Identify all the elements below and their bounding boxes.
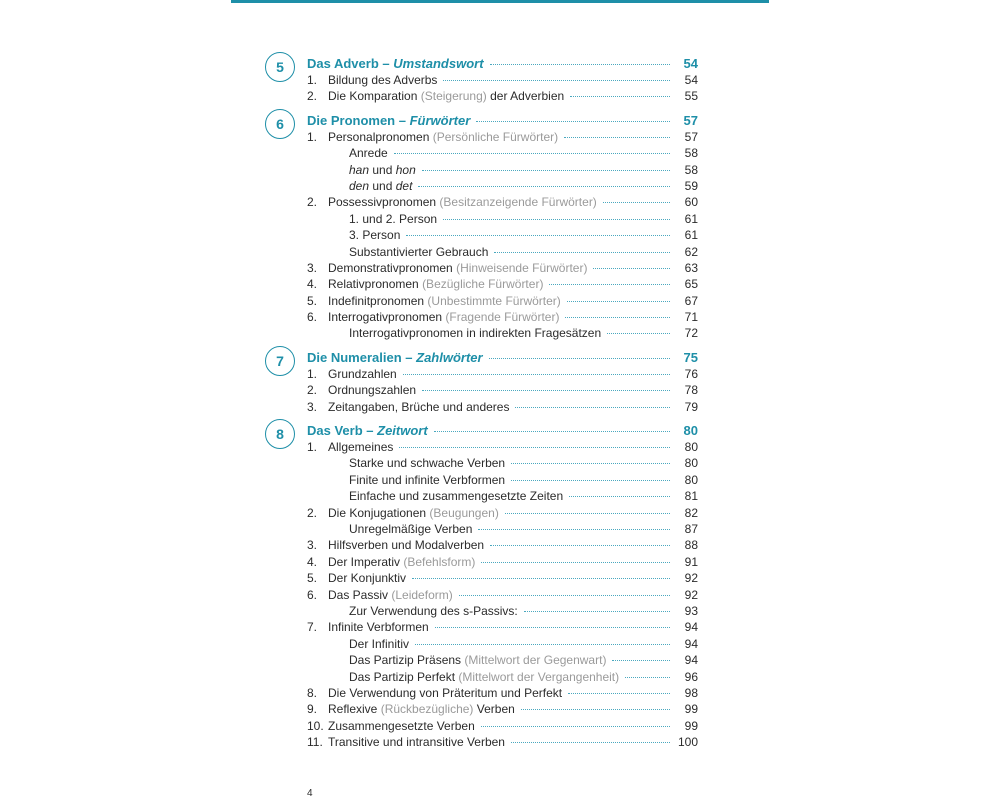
page-number: 4 bbox=[307, 788, 313, 799]
entry-text: Ordnungszahlen bbox=[328, 383, 417, 398]
chapter-page: 80 bbox=[683, 423, 698, 439]
toc-entry[interactable] bbox=[307, 276, 698, 292]
entry-label bbox=[328, 537, 484, 553]
entry-italic-term: den bbox=[349, 178, 370, 193]
dot-leader bbox=[489, 358, 670, 359]
toc-entry[interactable] bbox=[307, 227, 698, 243]
dot-leader bbox=[412, 578, 670, 579]
entry-number: 3. bbox=[307, 260, 318, 275]
toc-entry[interactable] bbox=[307, 718, 698, 734]
chapter-subtitle: Umstandswort bbox=[393, 56, 484, 71]
chapter-title: Die Pronomen bbox=[307, 112, 396, 128]
entry-page: 98 bbox=[684, 685, 698, 700]
toc-entry[interactable] bbox=[307, 178, 698, 194]
toc-entry[interactable] bbox=[307, 211, 698, 227]
entry-label bbox=[349, 227, 400, 243]
entry-page: 93 bbox=[684, 603, 698, 618]
dot-leader bbox=[505, 513, 670, 514]
top-rule bbox=[231, 0, 769, 3]
entry-label bbox=[349, 455, 505, 471]
entry-label bbox=[328, 293, 561, 309]
entry-page: 87 bbox=[684, 521, 698, 536]
entry-page: 94 bbox=[684, 636, 698, 651]
toc-entry[interactable] bbox=[307, 587, 698, 603]
entry-german-gloss: (Beugungen) bbox=[429, 505, 499, 520]
dot-leader bbox=[434, 431, 670, 432]
entry-label bbox=[349, 652, 606, 668]
entry-page: 94 bbox=[684, 620, 698, 635]
toc-entry[interactable] bbox=[307, 488, 698, 504]
toc-entry[interactable] bbox=[307, 439, 698, 455]
dot-leader bbox=[612, 660, 670, 661]
entry-label bbox=[328, 88, 564, 104]
dot-leader bbox=[603, 202, 670, 203]
entry-number: 3. bbox=[307, 538, 318, 553]
table-of-contents bbox=[262, 55, 698, 757]
entry-text: Substantivierter Gebrauch bbox=[349, 244, 489, 259]
entry-italic-term: det bbox=[395, 178, 413, 193]
toc-entry[interactable] bbox=[307, 325, 698, 341]
toc-entry[interactable] bbox=[307, 521, 698, 537]
toc-entry[interactable] bbox=[307, 554, 698, 570]
entry-page: 99 bbox=[684, 718, 698, 733]
toc-entry[interactable] bbox=[307, 382, 698, 398]
entry-german-gloss: (Rückbezügliche) bbox=[380, 702, 474, 717]
toc-entry[interactable] bbox=[307, 260, 698, 276]
entry-label bbox=[349, 636, 409, 652]
entry-text: Einfache und zusammengesetzte Zeiten bbox=[349, 489, 564, 504]
entry-page: 94 bbox=[684, 653, 698, 668]
dot-leader bbox=[568, 693, 670, 694]
entry-label bbox=[328, 399, 509, 415]
entry-number: 11. bbox=[307, 735, 323, 750]
chapter-page: 75 bbox=[683, 349, 698, 365]
entry-text: Possessivpronomen bbox=[328, 195, 437, 210]
entry-page: 96 bbox=[684, 669, 698, 684]
dot-leader bbox=[564, 137, 670, 138]
entry-label bbox=[349, 669, 619, 685]
toc-entry[interactable] bbox=[307, 636, 698, 652]
entry-text: 3. Person bbox=[349, 228, 401, 243]
dot-leader bbox=[418, 186, 670, 187]
entry-page: 55 bbox=[684, 89, 698, 104]
entry-page: 61 bbox=[684, 211, 698, 226]
entry-label bbox=[328, 439, 393, 455]
entry-german-gloss: (Hinweisende Fürwörter) bbox=[456, 260, 588, 275]
chapter-title-group: Die Numeralien – Zahlwörter bbox=[307, 349, 483, 365]
dot-leader bbox=[607, 333, 670, 334]
entry-label bbox=[349, 472, 505, 488]
dot-leader bbox=[406, 235, 670, 236]
entry-text: Reflexive bbox=[328, 702, 378, 717]
toc-entry[interactable] bbox=[307, 88, 698, 104]
dot-leader bbox=[443, 219, 670, 220]
entry-label bbox=[328, 260, 587, 276]
toc-entry[interactable] bbox=[307, 309, 698, 325]
entry-number: 3. bbox=[307, 399, 318, 414]
entry-number: 4. bbox=[307, 277, 318, 292]
chapter-title: Das Adverb bbox=[307, 56, 379, 71]
entry-text: und bbox=[372, 178, 393, 193]
dot-leader bbox=[422, 390, 670, 391]
entry-label bbox=[328, 382, 416, 398]
entry-number: 8. bbox=[307, 685, 318, 700]
dot-leader bbox=[625, 677, 670, 678]
entry-text: Personalpronomen bbox=[328, 129, 430, 144]
entry-text: Zusammengesetzte Verben bbox=[328, 718, 475, 733]
entry-number: 2. bbox=[307, 89, 318, 104]
chapter-subtitle: Fürwörter bbox=[409, 112, 471, 128]
toc-entry[interactable] bbox=[307, 145, 698, 161]
entry-label bbox=[328, 734, 505, 750]
entry-text: Anrede bbox=[349, 146, 388, 161]
toc-entry[interactable] bbox=[307, 244, 698, 260]
entry-text: Unregelmäßige Verben bbox=[349, 521, 473, 536]
entry-label bbox=[328, 72, 437, 88]
entry-text-suffix: Verben bbox=[476, 702, 515, 717]
chapter-number-badge: 8 bbox=[265, 419, 295, 449]
chapter-number-badge: 6 bbox=[265, 109, 295, 139]
entry-page: 79 bbox=[684, 399, 698, 414]
entry-german-gloss: (Befehlsform) bbox=[403, 554, 476, 569]
entry-text: Starke und schwache Verben bbox=[349, 456, 506, 471]
dot-leader bbox=[565, 317, 670, 318]
entry-page: 76 bbox=[684, 366, 698, 381]
entry-label bbox=[328, 570, 406, 586]
dot-leader bbox=[593, 268, 670, 269]
entry-page: 80 bbox=[684, 456, 698, 471]
entry-label bbox=[349, 603, 518, 619]
dot-leader bbox=[403, 374, 670, 375]
entry-number: 9. bbox=[307, 702, 318, 717]
toc-entry[interactable] bbox=[307, 669, 698, 685]
dot-leader bbox=[459, 595, 670, 596]
entry-italic-term: han bbox=[349, 162, 370, 177]
dot-leader bbox=[422, 170, 670, 171]
entry-page: 67 bbox=[684, 293, 698, 308]
entry-german-gloss: (Persönliche Fürwörter) bbox=[432, 129, 559, 144]
entry-page: 88 bbox=[684, 538, 698, 553]
entry-label bbox=[328, 554, 475, 570]
entry-page: 61 bbox=[684, 228, 698, 243]
chapter-section bbox=[262, 55, 698, 105]
toc-entry[interactable] bbox=[307, 505, 698, 521]
chapter-title: Die Numeralien bbox=[307, 349, 402, 365]
dot-leader bbox=[511, 480, 670, 481]
entry-german-gloss: (Besitzanzeigende Fürwörter) bbox=[439, 195, 597, 210]
chapter-section bbox=[262, 422, 698, 750]
entry-text: Das Passiv bbox=[328, 587, 389, 602]
entry-number: 2. bbox=[307, 383, 318, 398]
chapter-number-badge: 7 bbox=[265, 346, 295, 376]
entry-text: Relativpronomen bbox=[328, 277, 419, 292]
entry-label bbox=[349, 488, 563, 504]
entry-label bbox=[328, 194, 597, 210]
dot-leader bbox=[524, 611, 670, 612]
entry-number: 1. bbox=[307, 440, 318, 455]
chapter-title-group: Das Adverb – Umstandswort bbox=[307, 56, 484, 71]
entry-text: Finite und infinite Verbformen bbox=[349, 472, 506, 487]
toc-entry[interactable] bbox=[307, 652, 698, 668]
toc-entry[interactable] bbox=[307, 129, 698, 145]
entry-text-suffix: der Adverbien bbox=[490, 89, 565, 104]
dot-leader bbox=[443, 80, 670, 81]
entry-label bbox=[328, 619, 429, 635]
toc-entry[interactable] bbox=[307, 603, 698, 619]
entry-text: Das Partizip Perfekt bbox=[349, 669, 456, 684]
entry-text: Demonstrativpronomen bbox=[328, 260, 453, 275]
entry-page: 58 bbox=[684, 146, 698, 161]
dot-leader bbox=[394, 153, 670, 154]
entry-german-gloss: (Mittelwort der Vergangenheit) bbox=[458, 669, 620, 684]
entry-page: 80 bbox=[684, 440, 698, 455]
entry-page: 92 bbox=[684, 587, 698, 602]
dot-leader bbox=[476, 121, 670, 122]
dot-leader bbox=[511, 463, 670, 464]
dot-leader bbox=[435, 627, 670, 628]
entry-page: 63 bbox=[684, 260, 698, 275]
toc-entry[interactable] bbox=[307, 734, 698, 750]
dot-leader bbox=[481, 726, 670, 727]
entry-text: 1. und 2. Person bbox=[349, 211, 438, 226]
entry-text: Hilfsverben und Modalverben bbox=[328, 538, 485, 553]
entry-page: 80 bbox=[684, 472, 698, 487]
entry-label bbox=[349, 521, 472, 537]
toc-entry[interactable] bbox=[307, 537, 698, 553]
entry-label bbox=[328, 718, 475, 734]
entry-label bbox=[349, 211, 437, 227]
entry-label bbox=[328, 701, 515, 717]
entry-label bbox=[328, 129, 558, 145]
entry-text: Allgemeines bbox=[328, 440, 394, 455]
toc-entry[interactable] bbox=[307, 570, 698, 586]
chapter-number-badge: 5 bbox=[265, 52, 295, 82]
chapter-page: 57 bbox=[683, 112, 698, 128]
entry-page: 57 bbox=[684, 129, 698, 144]
entry-text: Transitive und intransitive Verben bbox=[328, 735, 505, 750]
chapter-subtitle: Zahlwörter bbox=[416, 349, 483, 365]
entry-text: Bildung des Adverbs bbox=[328, 73, 438, 87]
chapter-title: Das Verb bbox=[307, 423, 363, 439]
entry-text: Der Konjunktiv bbox=[328, 571, 407, 586]
entry-page: 54 bbox=[684, 73, 698, 87]
entry-german-gloss: (Fragende Fürwörter) bbox=[445, 310, 560, 325]
toc-entry[interactable] bbox=[307, 701, 698, 717]
toc-entry[interactable] bbox=[307, 162, 698, 178]
entry-label bbox=[328, 276, 543, 292]
entry-text: Grundzahlen bbox=[328, 366, 397, 381]
entry-label bbox=[349, 162, 416, 178]
entry-german-gloss: (Mittelwort der Gegenwart) bbox=[464, 653, 607, 668]
entry-text: Der Infinitiv bbox=[349, 636, 410, 651]
chapter-section bbox=[262, 349, 698, 415]
chapter-heading[interactable] bbox=[307, 55, 698, 72]
chapter-subtitle: Zeitwort bbox=[377, 423, 428, 439]
dot-leader bbox=[490, 545, 670, 546]
entry-number: 7. bbox=[307, 620, 318, 635]
entry-german-gloss: (Bezügliche Fürwörter) bbox=[422, 277, 544, 292]
entry-page: 100 bbox=[677, 735, 698, 750]
entry-label bbox=[349, 178, 412, 194]
entry-number: 6. bbox=[307, 587, 318, 602]
chapter-heading[interactable] bbox=[307, 112, 698, 129]
entry-text: Das Partizip Präsens bbox=[349, 653, 462, 668]
entry-number: 6. bbox=[307, 310, 318, 325]
entry-text: Die Konjugationen bbox=[328, 505, 427, 520]
toc-entry[interactable] bbox=[307, 399, 698, 415]
dot-leader bbox=[567, 301, 670, 302]
entry-page: 91 bbox=[684, 554, 698, 569]
entry-number: 1. bbox=[307, 366, 318, 381]
entry-page: 78 bbox=[684, 383, 698, 398]
dot-leader bbox=[494, 252, 670, 253]
entry-page: 58 bbox=[684, 162, 698, 177]
chapter-title-group: Das Verb – Zeitwort bbox=[307, 423, 428, 439]
entry-page: 92 bbox=[684, 571, 698, 586]
entry-italic-term: hon bbox=[395, 162, 416, 177]
entry-number: 5. bbox=[307, 293, 318, 308]
entry-label bbox=[328, 587, 453, 603]
toc-entry[interactable] bbox=[307, 194, 698, 210]
dot-leader bbox=[481, 562, 670, 563]
dot-leader bbox=[415, 644, 670, 645]
dot-leader bbox=[521, 709, 670, 710]
entry-page: 99 bbox=[684, 702, 698, 717]
entry-text: Zeitangaben, Brüche und anderes bbox=[328, 399, 510, 414]
entry-text: Interrogativpronomen bbox=[328, 310, 443, 325]
entry-text: Die Verwendung von Präteritum und Perfekt bbox=[328, 685, 563, 700]
toc-entry[interactable] bbox=[307, 619, 698, 635]
entry-german-gloss: (Unbestimmte Fürwörter) bbox=[427, 293, 561, 308]
dot-leader bbox=[490, 64, 670, 65]
entry-german-gloss: (Steigerung) bbox=[420, 89, 487, 104]
entry-german-gloss: (Leideform) bbox=[391, 587, 453, 602]
entry-number: 1. bbox=[307, 129, 318, 144]
entry-number: 5. bbox=[307, 571, 318, 586]
toc-entry[interactable] bbox=[307, 293, 698, 309]
entry-label bbox=[328, 505, 499, 521]
dot-leader bbox=[515, 407, 670, 408]
entry-page: 71 bbox=[684, 310, 698, 325]
entry-text: Der Imperativ bbox=[328, 554, 401, 569]
entry-page: 62 bbox=[684, 244, 698, 259]
entry-label bbox=[328, 366, 397, 382]
entry-label bbox=[349, 325, 601, 341]
dot-leader bbox=[511, 742, 670, 743]
entry-label bbox=[328, 309, 559, 325]
entry-number: 10. bbox=[307, 718, 324, 733]
entry-text: Interrogativpronomen in indirekten Fragesätzen bbox=[349, 326, 602, 341]
entry-number: 2. bbox=[307, 505, 318, 520]
chapter-title-group: Die Pronomen – Fürwörter bbox=[307, 112, 471, 128]
entry-label bbox=[349, 145, 388, 161]
toc-entry[interactable] bbox=[307, 685, 698, 701]
dot-leader bbox=[478, 529, 670, 530]
entry-label bbox=[328, 685, 562, 701]
toc-entry[interactable] bbox=[307, 72, 698, 88]
entry-text: und bbox=[372, 162, 393, 177]
entry-number: 1. bbox=[307, 73, 318, 87]
chapter-heading[interactable] bbox=[307, 422, 698, 439]
entry-number: 2. bbox=[307, 195, 318, 210]
entry-page: 81 bbox=[684, 489, 698, 504]
toc-entry[interactable] bbox=[307, 366, 698, 382]
entry-text: Die Komparation bbox=[328, 89, 418, 104]
entry-number: 4. bbox=[307, 554, 318, 569]
dot-leader bbox=[570, 96, 670, 97]
entry-text: Zur Verwendung des s-Passivs: bbox=[349, 603, 518, 618]
chapter-heading[interactable] bbox=[307, 349, 698, 366]
toc-entry[interactable] bbox=[307, 472, 698, 488]
chapter-page: 54 bbox=[683, 56, 698, 71]
entry-text: Infinite Verbformen bbox=[328, 620, 429, 635]
dot-leader bbox=[569, 496, 670, 497]
dot-leader bbox=[399, 447, 670, 448]
dot-leader bbox=[549, 284, 670, 285]
entry-text: Indefinitpronomen bbox=[328, 293, 425, 308]
toc-entry[interactable] bbox=[307, 455, 698, 471]
entry-page: 65 bbox=[684, 277, 698, 292]
entry-page: 60 bbox=[684, 195, 698, 210]
entry-page: 72 bbox=[684, 326, 698, 341]
entry-page: 82 bbox=[684, 505, 698, 520]
entry-page: 59 bbox=[684, 178, 698, 193]
entry-label bbox=[349, 244, 488, 260]
chapter-section bbox=[262, 112, 698, 342]
